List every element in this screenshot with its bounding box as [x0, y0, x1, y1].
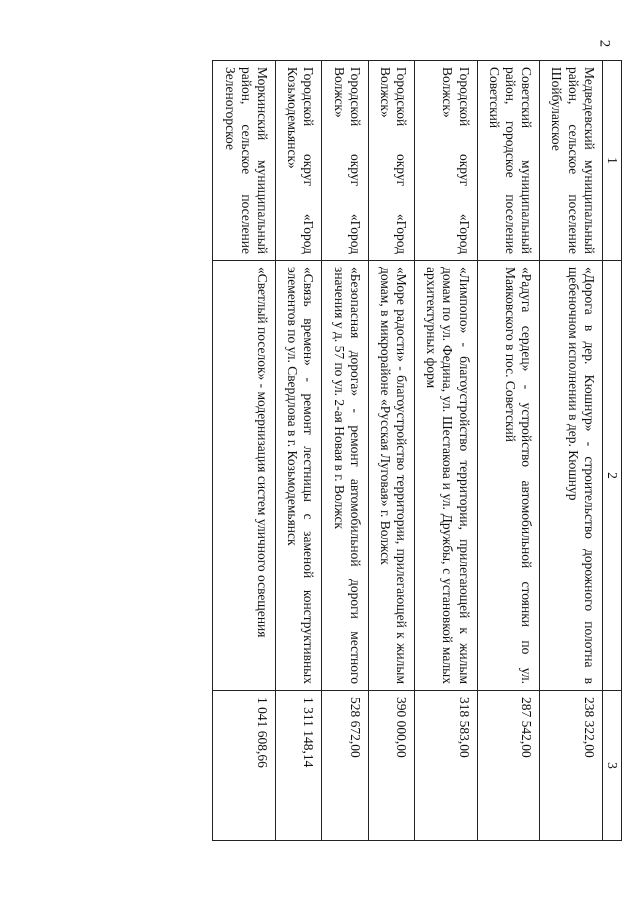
table-row: [477, 61, 540, 841]
municipality-cell: Городской округ «Город Волжск»: [415, 61, 478, 261]
table-row: [322, 61, 368, 841]
amount-cell: 287 542,00: [477, 691, 540, 841]
header-col-1: 1: [602, 61, 621, 261]
table-row: [213, 61, 276, 841]
amount-cell: 238 322,00: [540, 691, 603, 841]
municipality-cell: Городской округ «Город Волжск»: [322, 61, 368, 261]
municipality-cell: Городской округ «Город Волжск»: [368, 61, 414, 261]
project-cell: «Связь времен» - ремонт лестницы с заменой конструктивных элементов по ул. Свердлова в г. Козьмодемьянск: [276, 261, 322, 691]
project-cell: «Безопасная дорога» - ремонт автомобильной дороги местного значения у д. 57 по ул. 2-ая Новая в г. Волжск: [322, 261, 368, 691]
project-cell: «Светлый поселок» - модернизация систем уличного освещения: [213, 261, 276, 691]
rotated-table-wrapper: [125, 60, 622, 840]
amount-cell: 1 041 608,66: [213, 691, 276, 841]
municipality-cell: Моркинский муниципальный район, сельское поселение Зеленогорское: [213, 61, 276, 261]
project-cell: «Море радости» - благоустройство территории, прилегающей к жилым домам, в микрорайоне «Русская Луговая» г. Волжск: [368, 261, 414, 691]
table-row: [415, 61, 478, 841]
municipality-cell: Советский муниципальный район, городское поселение Советский: [477, 61, 540, 261]
municipality-cell: Медведевский муниципальный район, сельское поселение Шойбулакское: [540, 61, 603, 261]
page-number: 2: [596, 39, 613, 48]
municipality-cell: Городской округ «Город Козьмодемьянск»: [276, 61, 322, 261]
project-cell: «Лимпопо» - благоустройство территории, прилегающей к жилым домам по ул. Федина, ул. Шестакова и ул. Дружбы, с установкой малых архитектурных форм: [415, 261, 478, 691]
table-header-row: [602, 61, 621, 841]
table-row: [540, 61, 603, 841]
amount-cell: 1 311 148,14: [276, 691, 322, 841]
table-row: [368, 61, 414, 841]
projects-table: [212, 60, 622, 841]
project-cell: «Радуга сердец» - устройство автомобильной стоянки по ул. Маяковского в пос. Советский: [477, 261, 540, 691]
table-row: [276, 61, 322, 841]
project-cell: «Дорога в дер. Кюшнур» - строительство дорожного полотна в щебеночном исполнении в дер. Кюшнур: [540, 261, 603, 691]
header-col-3: 3: [602, 691, 621, 841]
header-col-2: 2: [602, 261, 621, 691]
amount-cell: 528 672,00: [322, 691, 368, 841]
amount-cell: 390 000,00: [368, 691, 414, 841]
amount-cell: 318 583,00: [415, 691, 478, 841]
